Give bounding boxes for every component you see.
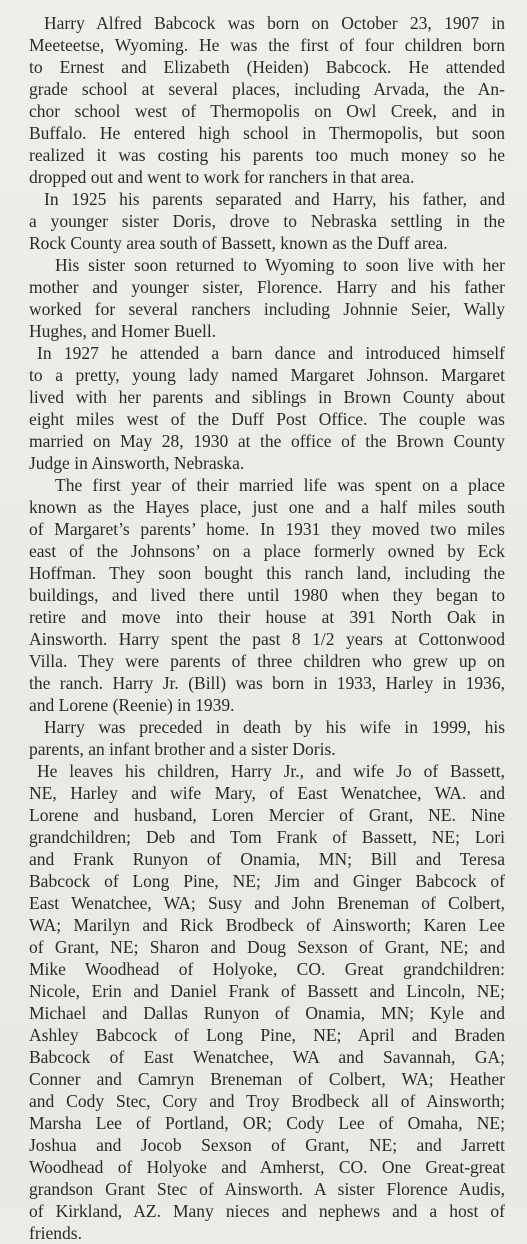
text-line: In 1925 his parents separated and Harry, his father, and — [44, 189, 505, 209]
obituary-article — [29, 12, 505, 1244]
paragraph-ranch-life — [29, 474, 505, 716]
text-line: Hoffman. They soon bought this ranch land, including the — [29, 563, 505, 583]
text-line: married on May 28, 1930 at the office of the Brown County — [29, 431, 505, 451]
paragraph-preceded-in-death — [29, 716, 505, 760]
text-line: and Frank Runyon of Onamia, MN; Bill and Teresa — [29, 849, 505, 869]
text-line: friends. — [29, 1223, 82, 1243]
text-line: to a pretty, young lady named Margaret Johnson. Margaret — [29, 365, 505, 385]
text-line: In 1927 he attended a barn dance and introduced himself — [37, 343, 505, 363]
text-line: Babcock of East Wenatchee, WA and Savannah, GA; — [29, 1047, 505, 1067]
text-line: He leaves his children, Harry Jr., and wife Jo of Bassett, — [37, 761, 505, 781]
text-line: grade school at several places, including Arvada, the An- — [29, 79, 505, 99]
text-line: Ainsworth. Harry spent the past 8 1/2 years at Cottonwood — [29, 629, 505, 649]
text-line: and Lorene (Reenie) in 1939. — [29, 695, 235, 715]
text-line: Harry Alfred Babcock was born on October 23, 1907 in — [44, 13, 505, 33]
text-line: East Wenatchee, WA; Susy and John Breneman of Colbert, — [29, 893, 505, 913]
text-line: NE, Harley and wife Mary, of East Wenatchee, WA. and — [29, 783, 505, 803]
text-line: dropped out and went to work for ranchers in that area. — [29, 167, 415, 187]
paragraph-early-life — [29, 12, 505, 188]
text-line: mother and younger sister, Florence. Harry and his father — [29, 277, 505, 297]
text-line: His sister soon returned to Wyoming to soon live with her — [55, 255, 505, 275]
text-line: WA; Marilyn and Rick Brodbeck of Ainsworth; Karen Lee — [29, 915, 505, 935]
text-line: of Grant, NE; Sharon and Doug Sexson of Grant, NE; and — [29, 937, 505, 957]
paragraph-survivors — [29, 760, 505, 1244]
text-line: and Cody Stec, Cory and Troy Brodbeck all of Ainsworth; — [29, 1091, 505, 1111]
text-line: Mike Woodhead of Holyoke, CO. Great grandchildren: — [29, 959, 505, 979]
text-line: Buffalo. He entered high school in Thermopolis, but soon — [29, 123, 505, 143]
text-line: realized it was costing his parents too much money so he — [29, 145, 505, 165]
text-line: Villa. They were parents of three children who grew up on — [29, 651, 505, 671]
text-line: Joshua and Jocob Sexson of Grant, NE; and Jarrett — [29, 1135, 505, 1155]
paragraph-move-to-nebraska — [29, 188, 505, 254]
text-line: worked for several ranchers including Johnnie Seier, Wally — [29, 299, 505, 319]
text-line: retire and move into their house at 391 North Oak in — [29, 607, 505, 627]
text-line: Lorene and husband, Loren Mercier of Grant, NE. Nine — [29, 805, 505, 825]
text-line: grandson Grant Stec of Ainsworth. A sister Florence Audis, — [29, 1179, 505, 1199]
paragraph-marriage — [29, 342, 505, 474]
text-line: Marsha Lee of Portland, OR; Cody Lee of Omaha, NE; — [29, 1113, 505, 1133]
text-line: Harry was preceded in death by his wife in 1999, his — [44, 717, 505, 737]
text-line: the ranch. Harry Jr. (Bill) was born in 1933, Harley in 1936, — [29, 673, 505, 693]
text-line: chor school west of Thermopolis on Owl Creek, and in — [29, 101, 505, 121]
text-line: Ashley Babcock of Long Pine, NE; April and Braden — [29, 1025, 505, 1045]
text-line: eight miles west of the Duff Post Office. The couple was — [29, 409, 505, 429]
text-line: Babcock of Long Pine, NE; Jim and Ginger Babcock of — [29, 871, 505, 891]
text-line: The first year of their married life was spent on a place — [55, 475, 505, 495]
text-line: of Kirkland, AZ. Many nieces and nephews and a host of — [29, 1201, 505, 1221]
text-line: a younger sister Doris, drove to Nebraska settling in the — [29, 211, 505, 231]
text-line: Conner and Camryn Breneman of Colbert, WA; Heather — [29, 1069, 505, 1089]
text-line: lived with her parents and siblings in Brown County about — [29, 387, 505, 407]
text-line: parents, an infant brother and a sister Doris. — [29, 739, 336, 759]
text-line: grandchildren; Deb and Tom Frank of Bassett, NE; Lori — [29, 827, 505, 847]
text-line: Rock County area south of Bassett, known as the Duff area. — [29, 233, 448, 253]
paragraph-sister-returns — [29, 254, 505, 342]
text-line: known as the Hayes place, just one and a half miles south — [29, 497, 505, 517]
text-line: Meeteetse, Wyoming. He was the first of four children born — [29, 35, 505, 55]
text-line: Woodhead of Holyoke and Amherst, CO. One Great-great — [29, 1157, 505, 1177]
text-line: east of the Johnsons’ on a place formerly owned by Eck — [29, 541, 505, 561]
text-line: to Ernest and Elizabeth (Heiden) Babcock. He attended — [29, 57, 505, 77]
text-line: Judge in Ainsworth, Nebraska. — [29, 453, 245, 473]
text-line: buildings, and lived there until 1980 when they began to — [29, 585, 505, 605]
text-line: Hughes, and Homer Buell. — [29, 321, 217, 341]
text-line: Nicole, Erin and Daniel Frank of Bassett and Lincoln, NE; — [29, 981, 505, 1001]
text-line: Michael and Dallas Runyon of Onamia, MN; Kyle and — [29, 1003, 505, 1023]
text-line: of Margaret’s parents’ home. In 1931 they moved two miles — [29, 519, 505, 539]
